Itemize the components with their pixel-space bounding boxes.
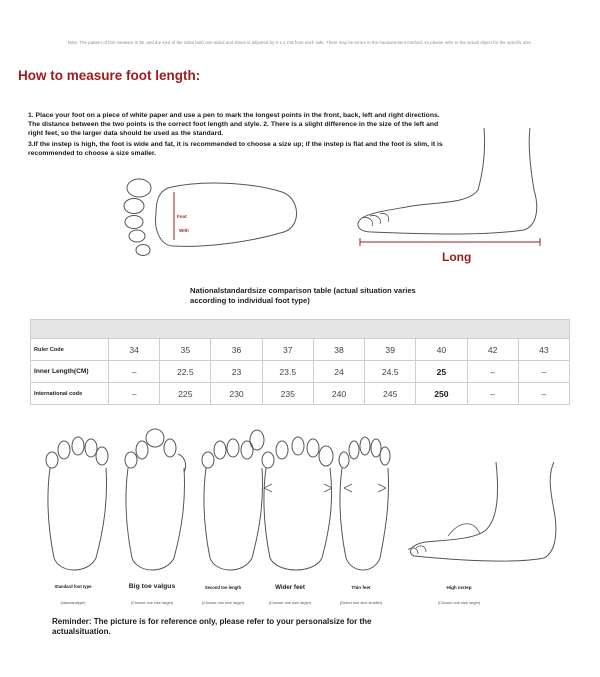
table-cell: 23 [211, 361, 262, 383]
table-cell: 35 [160, 339, 211, 361]
foot-type-sub-standard: (standardtype) [60, 600, 86, 605]
table-cell: 38 [313, 339, 364, 361]
table-cell: 37 [262, 339, 313, 361]
foot-type-label-standard: Standard foot type [54, 584, 92, 589]
table-cell: 235 [262, 383, 313, 405]
table-cell: 36 [211, 339, 262, 361]
foot-type-label-second-toe: Second toe length [204, 585, 242, 590]
foot-type-high-instep-illustration [404, 460, 564, 580]
foot-type-label-wider: Wider feet [275, 584, 305, 591]
table-cell: 250 [416, 383, 467, 405]
table-cell: 23.5 [262, 361, 313, 383]
table-cell: 34 [109, 339, 160, 361]
foot-width-mark: With [179, 228, 189, 233]
table-cell: – [518, 361, 569, 383]
table-cell: – [109, 383, 160, 405]
foot-type-big-toe-valgus-illustration [118, 428, 193, 578]
table-cell: 43 [518, 339, 569, 361]
table-cell: 24 [313, 361, 364, 383]
table-cell: – [109, 361, 160, 383]
foot-type-label-thin: Thin feet [351, 585, 371, 590]
table-row-international-code [31, 383, 570, 405]
row-label: International code [31, 383, 109, 405]
row-label: Inner Length(CM) [31, 361, 109, 383]
table-cell: 225 [160, 383, 211, 405]
foot-type-label-big-toe-valgus: Big toe valgus [128, 583, 176, 590]
foot-type-sub-high-instep: (Choose one size larger) [437, 600, 481, 605]
size-comparison-table [30, 319, 570, 405]
table-cell: 40 [416, 339, 467, 361]
foot-type-wider-illustration [258, 428, 338, 578]
measurement-note: Note: The pattern of this measure is 36, and the size of the sides both one-sided and shoes is adjusted by 0.1-1 CM from each side. There may be errors in the measurement method, so please refer to the actual object for the specific size. [67, 40, 533, 45]
table-cell: 25 [416, 361, 467, 383]
table-row-code [31, 339, 570, 361]
row-label: Ruler Code [31, 339, 109, 361]
instruction-step-3: 3.If the instep is high, the foot is wide and fat, it is recommended to choose a size up; if the instep is flat and the foot is slim, it is recommended to choose a size smaller. [28, 140, 443, 157]
table-band-cell [31, 320, 570, 339]
table-cell: 230 [211, 383, 262, 405]
foot-type-sub-thin: (Select one size smaller) [339, 600, 383, 605]
foot-type-sub-big-toe-valgus: (Choose one size larger) [130, 600, 174, 605]
long-label: Long [442, 250, 472, 264]
foot-type-label-high-instep: High instep [446, 585, 472, 590]
reminder-text: Reminder: The picture is for reference only, please refer to your personalsize for the actualsituation. [52, 617, 372, 636]
foot-type-sub-wider: (Choose one size larger) [268, 600, 312, 605]
footprint-illustration [110, 170, 310, 265]
table-cell: – [518, 383, 569, 405]
table-cell: 42 [467, 339, 518, 361]
table-cell: 39 [365, 339, 416, 361]
foot-type-thin-illustration [328, 428, 403, 578]
table-header-band [31, 320, 570, 339]
instruction-step-1: 1. Place your foot on a piece of white paper and use a pen to mark the longest points in the front, back, left and right directions. The distance between the two points is the correct foot length and style. 2. There is a slight difference in the size of the left and right feet, so the larger data should be used as the standard. [28, 112, 440, 138]
table-row-inner-length [31, 361, 570, 383]
foot-type-standard-illustration [40, 428, 115, 578]
table-title: Nationalstandardsize comparison table (actual situation varies according to individual foot type) [190, 286, 416, 305]
table-cell: 240 [313, 383, 364, 405]
foot-type-sub-second-toe: (Choose one size larger) [201, 600, 245, 605]
table-cell: 24.5 [365, 361, 416, 383]
table-cell: 245 [365, 383, 416, 405]
table-cell: – [467, 361, 518, 383]
side-foot-illustration [352, 126, 552, 251]
foot-length-mark: Foot [177, 214, 187, 219]
table-cell: – [467, 383, 518, 405]
section-title: How to measure foot length: [18, 68, 201, 83]
table-cell: 22.5 [160, 361, 211, 383]
